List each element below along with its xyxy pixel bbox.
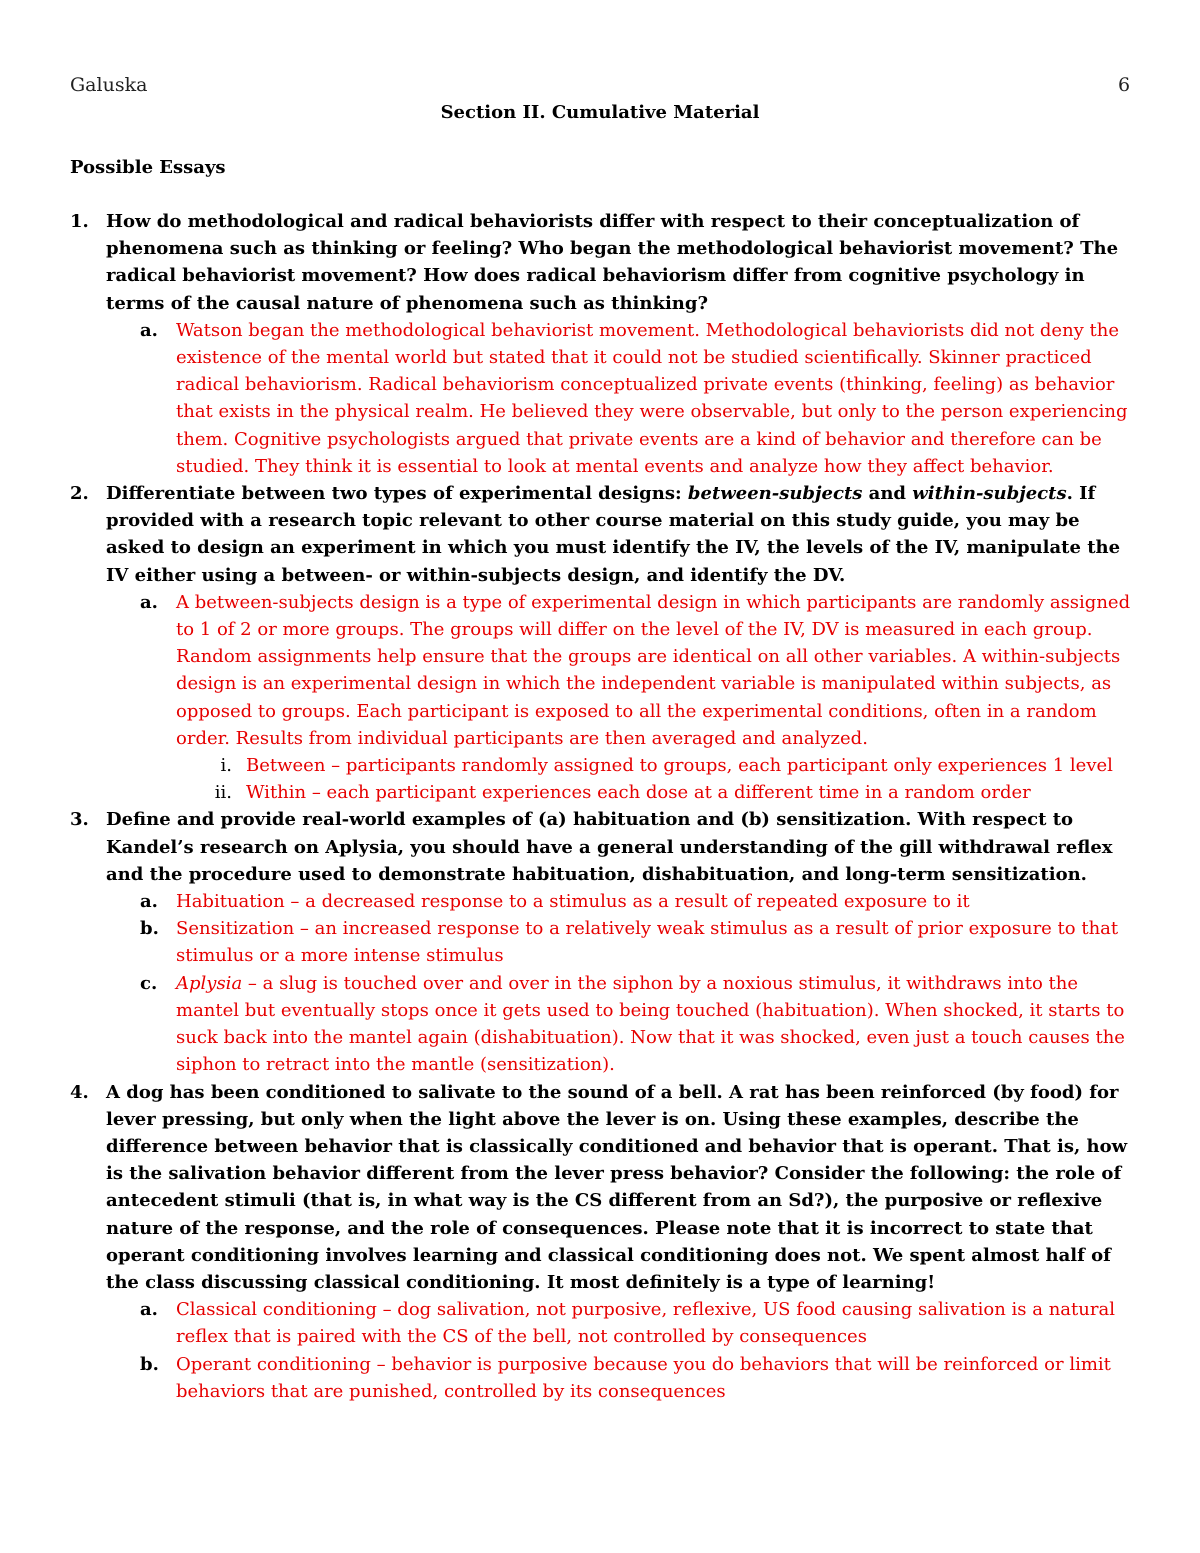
- roman-text: Between – participants randomly assigned to groups, each participant only experiences 1 level: [246, 755, 1113, 777]
- answer-label: a.: [140, 891, 158, 913]
- question-number: 4.: [70, 1081, 89, 1103]
- answer-3c: [70, 970, 1140, 1079]
- answer-2a-ii: [70, 779, 1140, 806]
- section-title: Section II. Cumulative Material: [440, 102, 760, 123]
- answer-1a: [70, 317, 1140, 480]
- answer-label: a.: [140, 319, 158, 341]
- roman-label: ii.: [214, 782, 232, 804]
- answer-label: a.: [140, 1299, 158, 1321]
- answer-text: Sensitization – an increased response to a relatively weak stimulus as a result of prior exposure to that stimulus or a more intense stimulus: [176, 918, 1119, 967]
- answer-text: – a slug is touched over and over in the siphon by a noxious stimulus, it withdraws into the mantel but eventually stops once it gets used to being touched (habituation). When shocked, it starts to suck back into the mantel again (dishabituation). Now that it was shocked, even just a touch causes the siphon to retract into the mantle (sensitization).: [176, 972, 1125, 1076]
- answer-text: Operant conditioning – behavior is purposive because you do behaviors that will be reinforced or limit behaviors that are punished, controlled by its consequences: [176, 1353, 1111, 1402]
- roman-label: i.: [220, 755, 232, 777]
- answer-label: a.: [140, 591, 158, 613]
- answer-text: Habituation – a decreased response to a stimulus as a result of repeated exposure to it: [176, 891, 970, 913]
- answer-label: c.: [140, 972, 158, 994]
- question-text-part: Differentiate between two types of experimental designs:: [106, 483, 688, 505]
- answer-2a: [70, 589, 1140, 752]
- header-author: Galuska: [70, 74, 148, 96]
- question-1: [70, 208, 1140, 317]
- answer-text: Classical conditioning – dog salivation, not purposive, reflexive, US food causing salivation is a natural reflex that is paired with the CS of the bell, not controlled by consequences: [176, 1299, 1115, 1348]
- question-2: [70, 480, 1140, 589]
- subtitle: Possible Essays: [70, 157, 226, 178]
- header-page-number: 6: [1118, 74, 1131, 96]
- question-text-part: . If provided with a research topic relevant to other course material on this study guide, you may be asked to design an experiment in which you must identify the IV, the levels of the IV, manipulate the IV either using a between- or within-subjects design, and identify the DV.: [106, 483, 1121, 586]
- answer-text: Watson began the methodological behaviorist movement. Methodological behaviorists did not deny the existence of the mental world but stated that it could not be studied scientifically. Skinner practiced radical behaviorism. Radical behaviorism conceptualized private events (thinking, feeling) as behavior that exists in the physical realm. He believed they were observable, but only to the person experiencing them. Cognitive psychologists argued that private events are a kind of behavior and therefore can be studied. They think it is essential to look at mental events and analyze how they affect behavior.: [176, 319, 1128, 477]
- question-3: [70, 806, 1140, 888]
- question-4: [70, 1079, 1140, 1297]
- answer-2a-i: [70, 752, 1140, 779]
- answer-3a: [70, 888, 1140, 915]
- essay-list: [70, 208, 1140, 1405]
- question-emphasis: within-subjects: [912, 483, 1067, 505]
- answer-4b: [70, 1351, 1140, 1405]
- answer-label: b.: [140, 1353, 159, 1375]
- question-text-part: and: [862, 483, 913, 505]
- question-text: How do methodological and radical behaviorists differ with respect to their conceptualization of phenomena such as thinking or feeling? Who began the methodological behaviorist movement? The radical behaviorist movement? How does radical behaviorism differ from cognitive psychology in terms of the causal nature of phenomena such as thinking?: [106, 211, 1119, 314]
- roman-text: Within – each participant experiences each dose at a different time in a random order: [246, 782, 1031, 804]
- answer-3b: [70, 915, 1140, 969]
- answer-4a: [70, 1296, 1140, 1350]
- question-emphasis: between-subjects: [687, 483, 863, 505]
- question-text: A dog has been conditioned to salivate to the sound of a bell. A rat has been reinforced (by food) for lever pressing, but only when the light above the lever is on. Using these examples, describe the difference between behavior that is classically conditioned and behavior that is operant. That is, how is the salivation behavior different from the lever press behavior? Consider the following: the role of antecedent stimuli (that is, in what way is the CS different from an Sd?), the purposive or reflexive nature of the response, and the role of consequences. Please note that it is incorrect to state that operant conditioning involves learning and classical conditioning does not. We spent almost half of the class discussing classical conditioning. It most definitely is a type of learning!: [106, 1081, 1128, 1293]
- question-number: 2.: [70, 483, 89, 505]
- question-number: 1.: [70, 211, 89, 232]
- answer-label: b.: [140, 918, 159, 940]
- answer-text: A between-subjects design is a type of experimental design in which participants are randomly assigned to 1 of 2 or more groups. The groups will differ on the level of the IV, DV is measured in each group. Random assignments help ensure that the groups are identical on all other variables. A within-subjects design is an experimental design in which the independent variable is manipulated within subjects, as opposed to groups. Each participant is exposed to all the experimental conditions, often in a random order. Results from individual participants are then averaged and analyzed.: [176, 591, 1131, 749]
- question-number: 3.: [70, 809, 89, 831]
- answer-emphasis: Aplysia: [176, 972, 243, 994]
- question-text: Define and provide real-world examples of (a) habituation and (b) sensitization. With respect to Kandel’s research on Aplysia, you should have a general understanding of the gill withdrawal reflex and the procedure used to demonstrate habituation, dishabituation, and long-term sensitization.: [106, 809, 1113, 885]
